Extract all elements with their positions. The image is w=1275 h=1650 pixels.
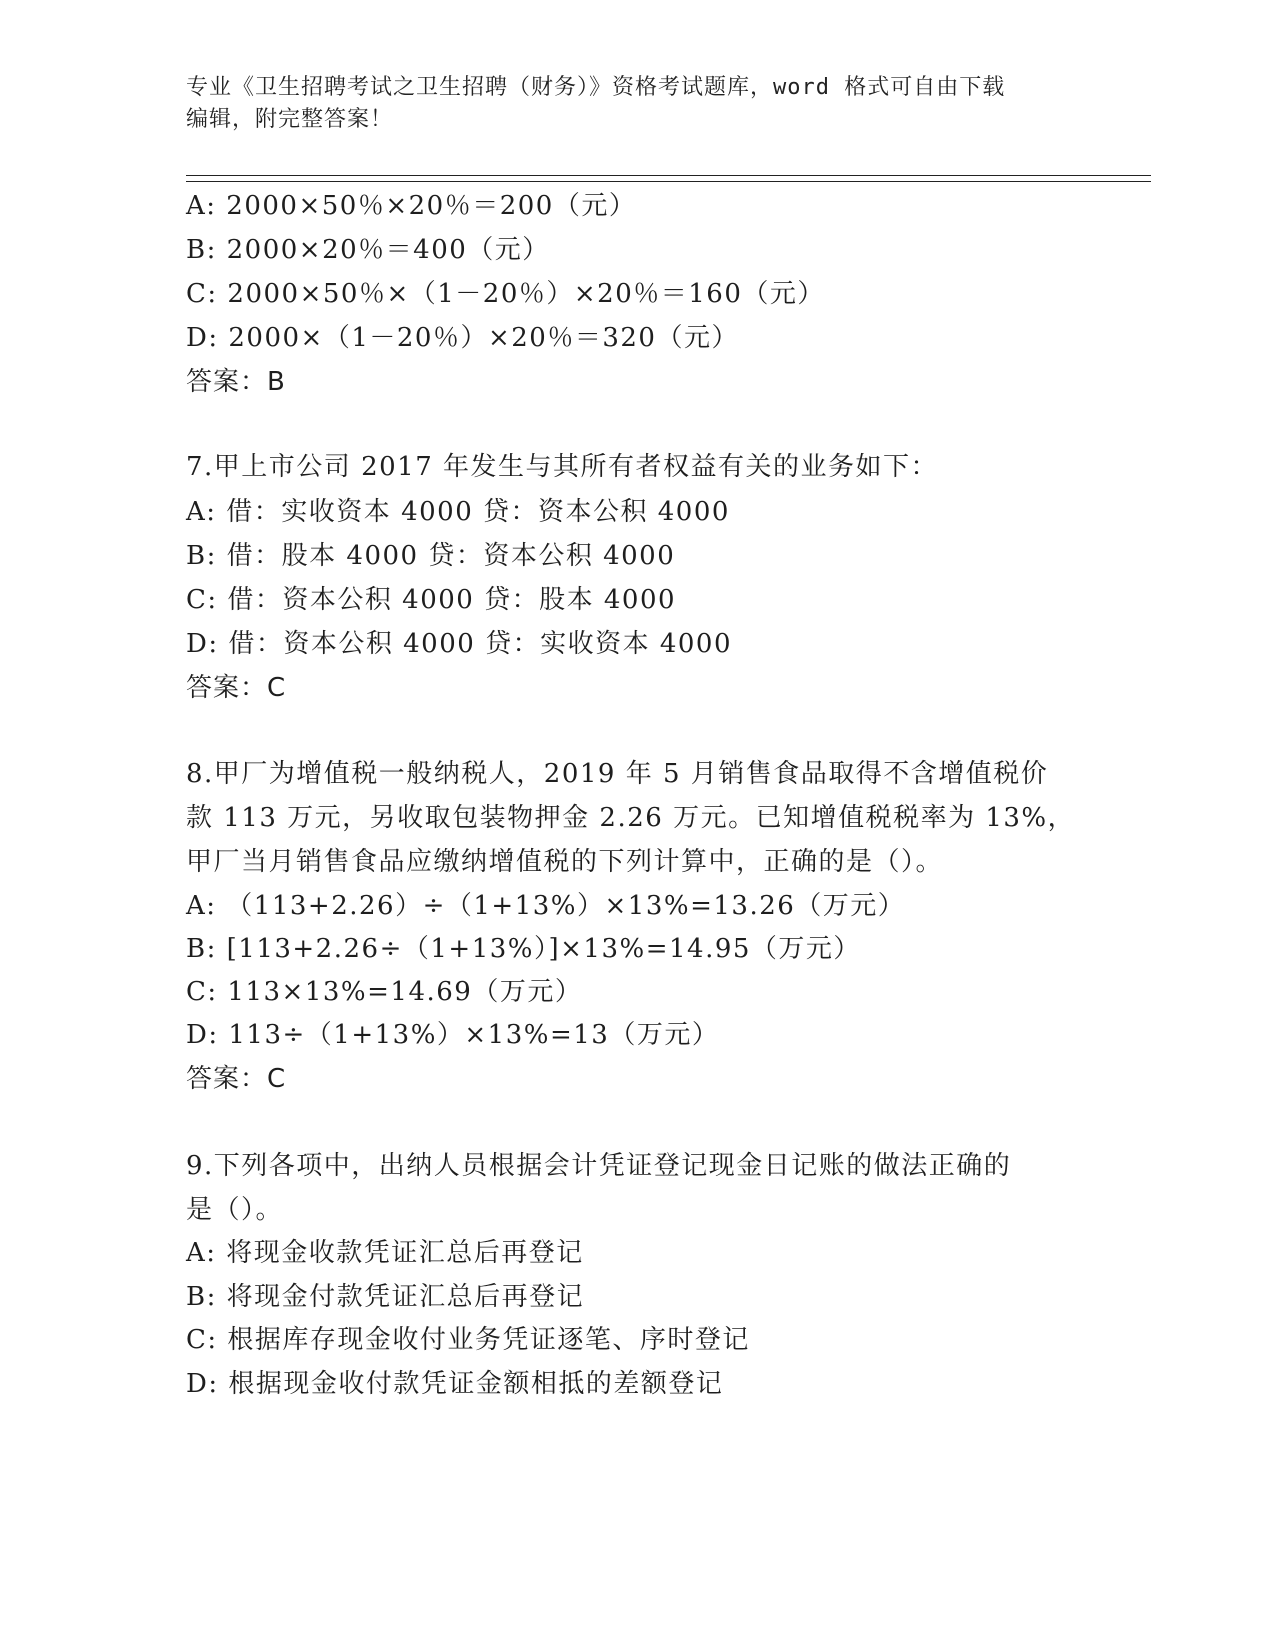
header-rule-bottom xyxy=(186,181,1151,182)
header-line-2: 编辑，附完整答案！ xyxy=(186,107,394,132)
q8-option-a: A: （113+2.26）÷（1+13%）×13%=13.26（万元） xyxy=(186,891,906,921)
q6-option-a: A: 2000×50％×20％＝200（元） xyxy=(186,191,637,221)
q7-option-d: D: 借：资本公积 4000 贷：实收资本 4000 xyxy=(186,629,733,659)
q8-option-c: C: 113×13%=14.69（万元） xyxy=(186,977,583,1007)
q8-stem-line-2: 款 113 万元，另收取包装物押金 2.26 万元。已知增值税税率为 13%， xyxy=(186,803,1076,833)
q6-answer: 答案：B xyxy=(186,367,286,397)
document-header xyxy=(186,72,1066,136)
header-line-1: 专业《卫生招聘考试之卫生招聘（财务）》资格考试题库，word 格式可自由下载 xyxy=(186,75,1006,100)
q9-option-d: D: 根据现金收付款凭证金额相抵的差额登记 xyxy=(186,1369,724,1399)
q8-answer: 答案：C xyxy=(186,1064,287,1094)
header-rule-top xyxy=(186,175,1151,176)
q7-option-c: C: 借：资本公积 4000 贷：股本 4000 xyxy=(186,585,677,615)
q7-answer: 答案：C xyxy=(186,673,287,703)
q6-option-d: D: 2000×（1－20％）×20％＝320（元） xyxy=(186,323,739,353)
q9-option-a: A: 将现金收款凭证汇总后再登记 xyxy=(186,1238,584,1268)
q7-stem: 7.甲上市公司 2017 年发生与其所有者权益有关的业务如下： xyxy=(186,452,939,482)
q8-option-b: B: [113+2.26÷（1+13%）]×13%=14.95（万元） xyxy=(186,934,861,964)
q9-option-b: B: 将现金付款凭证汇总后再登记 xyxy=(186,1282,585,1312)
q8-option-d: D: 113÷（1+13%）×13%=13（万元） xyxy=(186,1020,720,1050)
q8-stem-line-3: 甲厂当月销售食品应缴纳增值税的下列计算中，正确的是（）。 xyxy=(186,847,944,877)
q9-option-c: C: 根据库存现金收付业务凭证逐笔、序时登记 xyxy=(186,1325,750,1355)
q6-option-c: C: 2000×50％×（1－20％）×20％＝160（元） xyxy=(186,279,825,309)
q9-stem-line-1: 9.下列各项中，出纳人员根据会计凭证登记现金日记账的做法正确的 xyxy=(186,1151,1012,1181)
q7-option-b: B: 借：股本 4000 贷：资本公积 4000 xyxy=(186,541,676,571)
q7-option-a: A: 借：实收资本 4000 贷：资本公积 4000 xyxy=(186,497,730,527)
q9-stem-line-2: 是（）。 xyxy=(186,1195,284,1225)
q6-option-b: B: 2000×20％＝400（元） xyxy=(186,235,550,265)
q8-stem-line-1: 8.甲厂为增值税一般纳税人，2019 年 5 月销售食品取得不含增值税价 xyxy=(186,759,1049,789)
